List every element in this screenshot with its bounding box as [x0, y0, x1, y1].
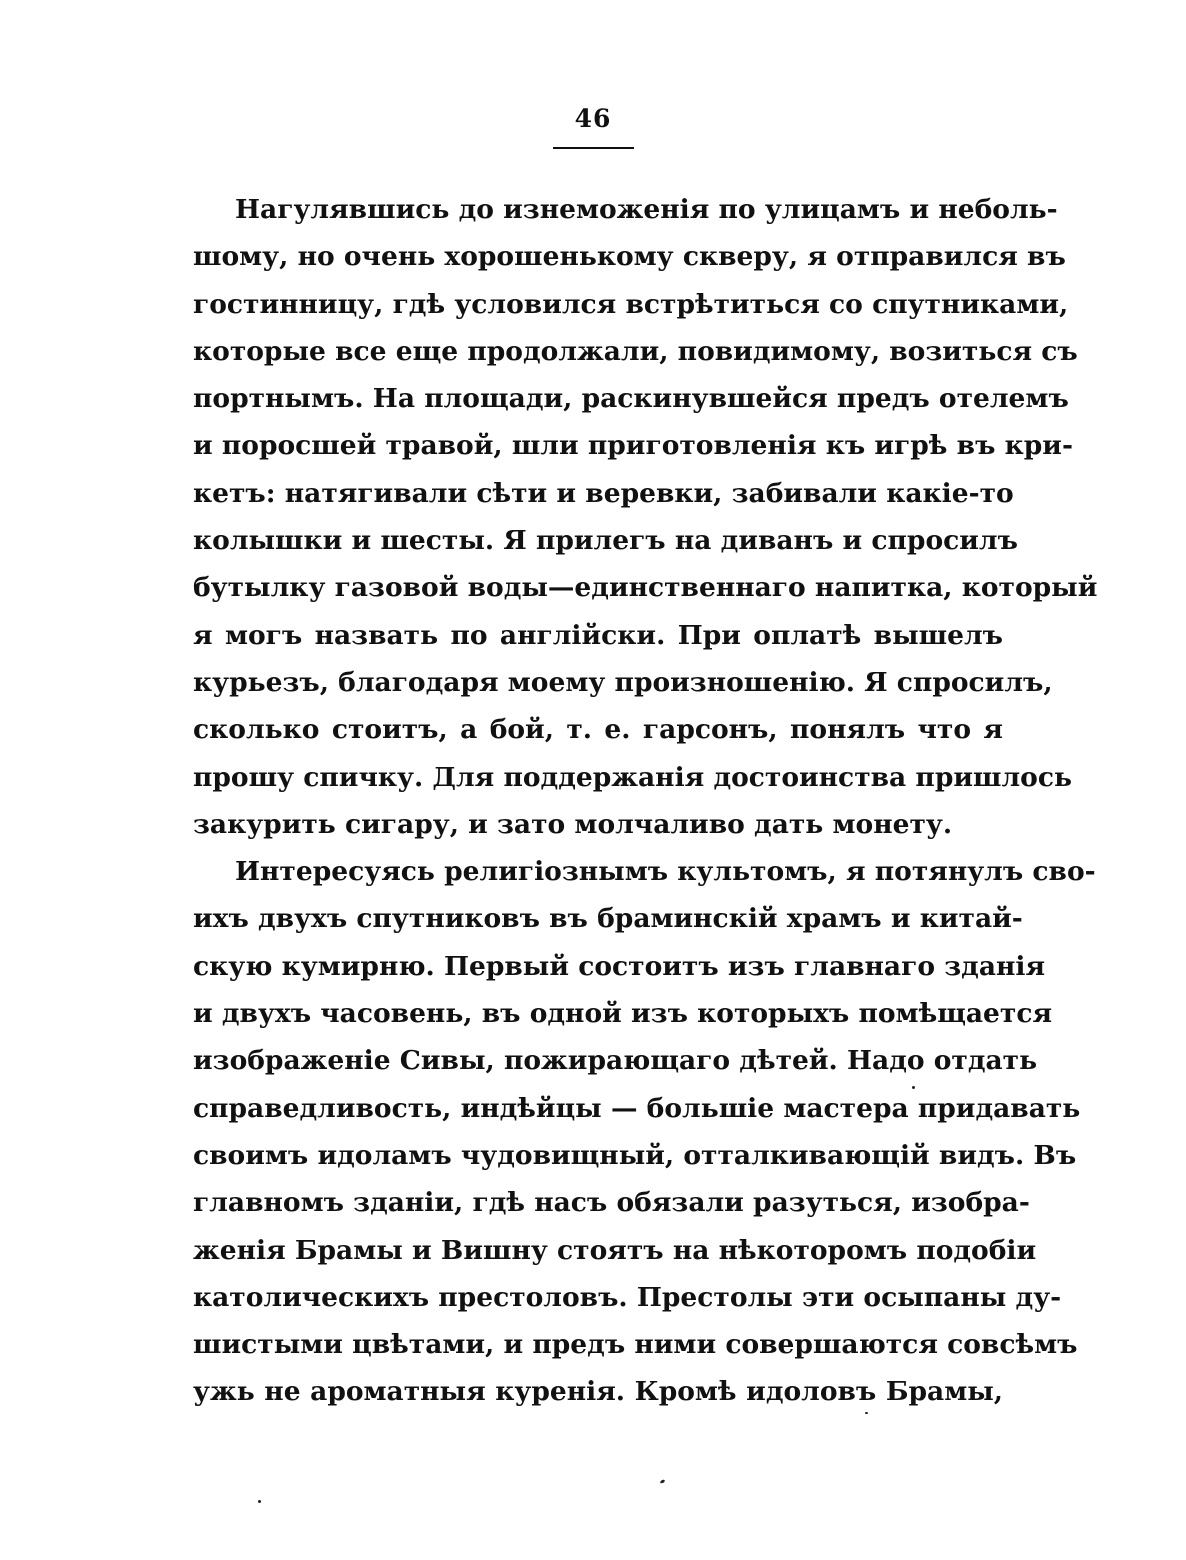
text-line: и поросшей травой, шли приготовленія къ игрѣ въ кри- — [193, 430, 1073, 462]
text-line: справедливость, индѣйцы — большіе мастера придавать — [193, 1092, 1081, 1124]
text-line: шистыми цвѣтами, и предъ ними совершаются совсѣмъ — [193, 1329, 1078, 1361]
scan-speck — [865, 1412, 868, 1414]
text-line: скую кумирню. Первый состоитъ изъ главнаго зданія — [193, 950, 1046, 982]
text-line: ихъ двухъ спутниковъ въ браминскій храмъ и китай- — [193, 903, 1023, 935]
text-line: колышки и шесты. Я прилегъ на диванъ и спросилъ — [193, 525, 1018, 557]
text-line: бутылку газовой воды—единственнаго напитка, который — [193, 572, 1098, 604]
text-line: я могъ назвать по англійски. При оплатѣ вышелъ — [193, 619, 1003, 651]
text-line: сколько стоитъ, а бой, т. е. гарсонъ, понялъ что я — [193, 714, 1003, 746]
text-line: и двухъ часовень, въ одной изъ которыхъ помѣщается — [193, 998, 1053, 1030]
text-line: шому, но очень хорошенькому скверу, я отправился въ — [193, 241, 1066, 273]
page-number-rule — [553, 147, 634, 149]
body-text — [193, 186, 1098, 1416]
text-line: которые все еще продолжали, повидимому, возиться съ — [193, 335, 1078, 367]
text-line: католическихъ престоловъ. Престолы эти осыпаны ду- — [193, 1281, 1062, 1313]
text-line: курьезъ, благодаря моему произношенію. Я спросилъ, — [193, 666, 1053, 698]
scan-speck — [912, 1086, 915, 1089]
text-line: женія Брамы и Вишну стоятъ на нѣкоторомъ подобіи — [193, 1234, 1037, 1266]
scan-speck — [258, 1500, 261, 1503]
text-line: главномъ зданіи, гдѣ насъ обязали разуться, изобра- — [193, 1187, 1030, 1219]
page-number: 46 — [574, 104, 612, 133]
text-line: Интересуясь религіознымъ культомъ, я потянулъ сво- — [235, 856, 1096, 888]
text-line: прошу спичку. Для поддержанія достоинства пришлось — [193, 761, 1072, 793]
text-line: гостинницу, гдѣ условился встрѣтиться со спутниками, — [193, 288, 1069, 320]
text-line: изображеніе Сивы, пожирающаго дѣтей. Надо отдать — [193, 1045, 1038, 1077]
text-line: кетъ: натягивали сѣти и веревки, забивали какіе-то — [193, 477, 1014, 509]
text-line: закурить сигару, и зато молчаливо дать монету. — [193, 808, 953, 840]
text-line: своимъ идоламъ чудовищный, отталкивающій видъ. Въ — [193, 1139, 1077, 1171]
text-line: портнымъ. На площади, раскинувшейся предъ отелемъ — [193, 383, 1069, 415]
text-line: Нагулявшись до изнеможенія по улицамъ и неболь- — [235, 194, 1058, 225]
text-line: ужь не ароматныя куренія. Кромѣ идоловъ Брамы, — [193, 1376, 1003, 1408]
scan-speck — [660, 1479, 666, 1484]
